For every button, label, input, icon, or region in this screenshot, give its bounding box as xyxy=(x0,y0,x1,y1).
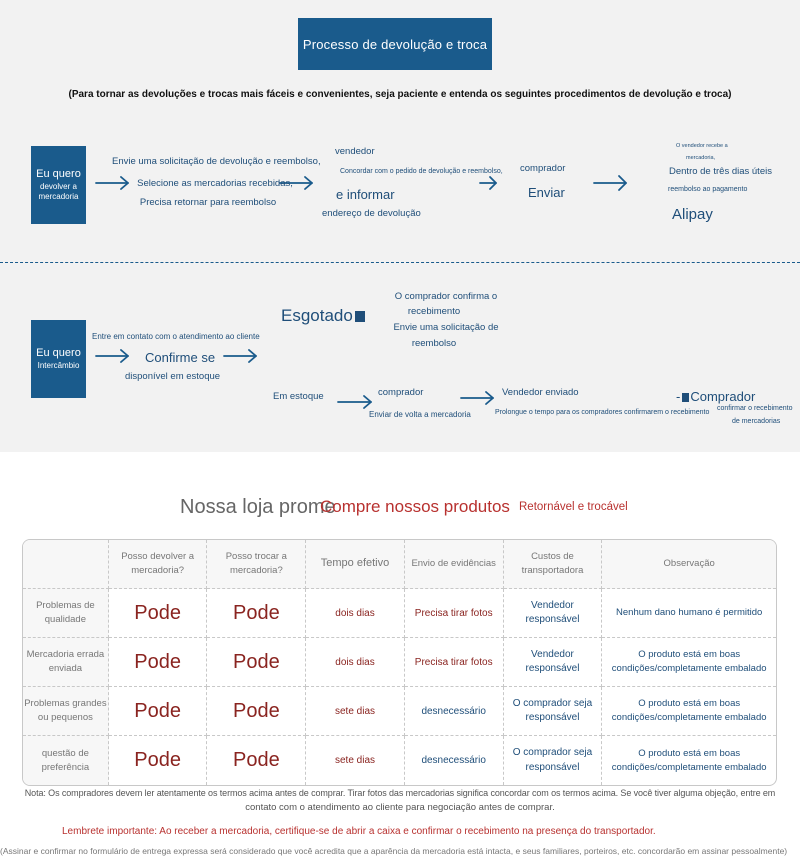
exchange-cell: Pode xyxy=(207,687,306,736)
exchange-sold-out xyxy=(281,306,365,326)
promise-buy: Compre nossos produtos xyxy=(320,497,510,516)
exchange-box-line1: Intercâmbio xyxy=(37,361,80,371)
sold-out-marker-icon xyxy=(355,311,365,322)
arrow-right-icon xyxy=(96,350,128,362)
row-label: questão de preferência xyxy=(23,736,109,785)
arrow-right-icon xyxy=(594,176,626,190)
sold-out-label: Esgotado xyxy=(281,306,353,325)
return-seller-agree: Concordar com o pedido de devolução e reembolso, xyxy=(340,168,503,175)
return-address: endereço de devolução xyxy=(322,208,421,219)
note-cell: Nenhum dano humano é permitido xyxy=(602,589,776,638)
evidence-cell: Precisa tirar fotos xyxy=(405,589,504,638)
buyer-final-marker-icon xyxy=(682,393,689,402)
exchange-buyer-label: comprador xyxy=(378,387,424,398)
evidence-cell: Precisa tirar fotos xyxy=(405,638,504,687)
time-cell: sete dias xyxy=(306,736,405,785)
note-cell: O produto está em boas condições/completamente embalado xyxy=(602,687,776,736)
exchange-buyer-confirm-3: Envie uma solicitação de xyxy=(393,322,499,333)
exchange-extend-time: Prolongue o tempo para os compradores confirmarem o recebimento xyxy=(495,409,710,416)
footer-note-line2: contato com o atendimento ao cliente para negociação antes de comprar. xyxy=(245,801,555,813)
footer-note-line1: Nota: Os compradores devem ler atentamente os termos acima antes de comprar. Tirar fotos das mercadorias significa concordar com os termos acima. Se você tiver alguma objeção, entre em xyxy=(24,788,776,798)
evidence-cell: desnecessário xyxy=(405,687,504,736)
return-seller-label: vendedor xyxy=(335,146,375,157)
promise-tag: Retornável e trocável xyxy=(519,501,628,513)
exchange-confirm-receipt-1: confirmar o recebimento xyxy=(717,405,793,412)
exchange-confirm-receipt-2: de mercadorias xyxy=(732,418,781,425)
evidence-cell: desnecessário xyxy=(405,736,504,785)
return-box-line2: mercadoria xyxy=(38,192,79,202)
exchange-buyer-final xyxy=(676,389,755,404)
exchange-buyer-confirm-2: recebimento xyxy=(407,306,461,317)
policy-table xyxy=(22,539,777,786)
table-row xyxy=(23,589,776,638)
exchange-confirm: Confirme se xyxy=(145,350,216,365)
footer-note xyxy=(0,787,800,815)
arrow-right-icon xyxy=(338,396,371,408)
cost-cell: Vendedor responsável xyxy=(504,638,603,687)
return-seller-receives-2: mercadoria, xyxy=(686,155,716,161)
table-header-cell xyxy=(23,540,109,589)
exchange-send-back: Enviar de volta a mercadoria xyxy=(369,410,471,419)
table-header-cell: Custos de transportadora xyxy=(504,540,603,589)
time-cell: dois dias xyxy=(306,638,405,687)
note-cell: O produto está em boas condições/completamente embalado xyxy=(602,638,776,687)
return-cell: Pode xyxy=(109,687,208,736)
promise-lead: Nossa loja prome xyxy=(180,496,336,518)
return-step1-line3: Precisa retornar para reembolso xyxy=(139,197,277,208)
exchange-buyer-confirm-1: O comprador confirma o xyxy=(394,291,498,302)
exchange-box-title: Eu quero xyxy=(36,347,81,360)
table-header-cell: Tempo efetivo xyxy=(306,540,405,589)
return-cell: Pode xyxy=(109,736,208,785)
row-label: Problemas de qualidade xyxy=(23,589,109,638)
return-box-line1: devolver a xyxy=(40,181,77,191)
buyer-final-prefix: - xyxy=(676,389,681,404)
table-row xyxy=(23,638,776,687)
exchange-available: disponível em estoque xyxy=(125,371,221,382)
footer-fine-print: (Assinar e confirmar no formulário de entrega expressa será considerado que você acredita que a aparência da mercadoria está intacta, e seus familiares, porteiros, etc. concordarão em assinar pessoalmente) xyxy=(0,846,788,856)
return-refund-payment: reembolso ao pagamento xyxy=(668,186,748,193)
row-label: Mercadoria errada enviada xyxy=(23,638,109,687)
exchange-cell: Pode xyxy=(207,638,306,687)
return-alipay: Alipay xyxy=(672,206,713,223)
table-row xyxy=(23,736,776,785)
footer-reminder: Lembrete importante: Ao receber a mercadoria, certifique-se de abrir a caixa e confirmar o recebimento na presença do transportador. xyxy=(62,826,656,837)
return-buyer-label: comprador xyxy=(520,163,566,174)
cost-cell: Vendedor responsável xyxy=(504,589,603,638)
table-header-cell: Posso devolver a mercadoria? xyxy=(109,540,208,589)
arrow-right-icon xyxy=(480,177,496,189)
time-cell: sete dias xyxy=(306,687,405,736)
table-header-cell: Posso trocar a mercadoria? xyxy=(207,540,306,589)
return-seller-receives-1: O vendedor recebe a xyxy=(676,143,728,149)
table-row xyxy=(23,687,776,736)
arrow-right-icon xyxy=(461,392,493,404)
return-send-label: Enviar xyxy=(528,185,565,200)
return-three-days: Dentro de três dias úteis xyxy=(669,166,772,177)
exchange-in-stock: Em estoque xyxy=(273,391,324,402)
return-cell: Pode xyxy=(109,589,208,638)
time-cell: dois dias xyxy=(306,589,405,638)
cost-cell: O comprador seja responsável xyxy=(504,736,603,785)
exchange-start-box xyxy=(31,320,86,398)
return-box-title: Eu quero xyxy=(36,167,81,180)
return-step1-line2: Selecione as mercadorias recebidas, xyxy=(137,178,293,189)
return-step1-line1: Envie uma solicitação de devolução e reembolso, xyxy=(112,156,321,167)
table-header-row xyxy=(23,540,776,589)
note-cell: O produto está em boas condições/completamente embalado xyxy=(611,747,767,773)
section-divider xyxy=(0,262,800,263)
return-cell: Pode xyxy=(109,638,208,687)
arrow-right-icon xyxy=(224,350,256,362)
table-header-cell: Observação xyxy=(602,540,776,589)
exchange-seller-sent: Vendedor enviado xyxy=(502,387,579,398)
exchange-cell: Pode xyxy=(207,589,306,638)
process-subtitle: (Para tornar as devoluções e trocas mais fáceis e convenientes, seja paciente e entenda os seguintes procedimentos de devolução e troca) xyxy=(68,89,732,100)
cost-cell: O comprador seja responsável xyxy=(504,687,603,736)
exchange-buyer-confirm-4: reembolso xyxy=(411,338,457,349)
return-and-inform: e informar xyxy=(336,187,395,202)
row-label: Problemas grandes ou pequenos xyxy=(23,687,109,736)
exchange-cell: Pode xyxy=(207,736,306,785)
table-header-cell: Envio de evidências xyxy=(405,540,504,589)
buyer-final-label: Comprador xyxy=(690,389,756,404)
exchange-contact: Entre em contato com o atendimento ao cliente xyxy=(92,332,260,341)
process-title: Processo de devolução e troca xyxy=(302,36,488,52)
